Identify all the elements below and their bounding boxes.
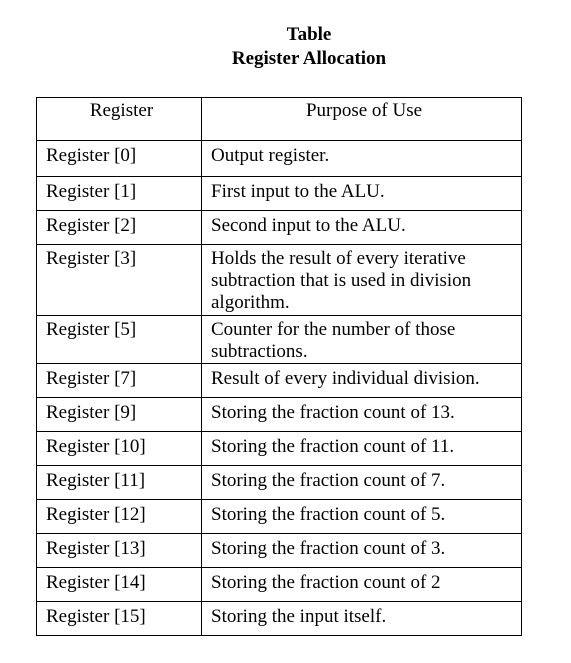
register-cell: Register [3] [37,245,202,316]
register-cell: Register [13] [37,534,202,568]
table-row [37,177,522,211]
purpose-cell: Holds the result of every iterative subtraction that is used in division algorithm. [202,245,522,316]
register-cell: Register [12] [37,500,202,534]
table-row [37,534,522,568]
register-cell: Register [11] [37,466,202,500]
purpose-cell: Storing the input itself. [202,602,522,636]
purpose-cell: Storing the fraction count of 13. [202,398,522,432]
table-row [37,602,522,636]
purpose-cell: First input to the ALU. [202,177,522,211]
register-cell: Register [5] [37,316,202,364]
register-cell: Register [1] [37,177,202,211]
register-cell: Register [9] [37,398,202,432]
purpose-cell: Storing the fraction count of 7. [202,466,522,500]
table-row [37,316,522,364]
purpose-cell: Result of every individual division. [202,364,522,398]
register-cell: Register [2] [37,211,202,245]
purpose-cell: Storing the fraction count of 3. [202,534,522,568]
purpose-cell: Counter for the number of those subtractions. [202,316,522,364]
purpose-cell: Output register. [202,141,522,177]
register-cell: Register [0] [37,141,202,177]
table-title: Register Allocation [231,48,387,69]
purpose-cell: Storing the fraction count of 2 [202,568,522,602]
table-row [37,245,522,316]
table-row [37,141,522,177]
register-cell: Register [10] [37,432,202,466]
purpose-cell: Storing the fraction count of 11. [202,432,522,466]
table-row [37,211,522,245]
table-header-row [37,98,522,141]
register-cell: Register [14] [37,568,202,602]
column-header-purpose: Purpose of Use [202,98,522,141]
column-header-register: Register [37,98,202,141]
register-cell: Register [15] [37,602,202,636]
table-row [37,364,522,398]
register-allocation-table [36,97,522,636]
table-row [37,466,522,500]
table-label: Table [286,24,332,45]
table-row [37,568,522,602]
purpose-cell: Second input to the ALU. [202,211,522,245]
table-row [37,500,522,534]
register-cell: Register [7] [37,364,202,398]
table-row [37,432,522,466]
table-row [37,398,522,432]
purpose-cell: Storing the fraction count of 5. [202,500,522,534]
